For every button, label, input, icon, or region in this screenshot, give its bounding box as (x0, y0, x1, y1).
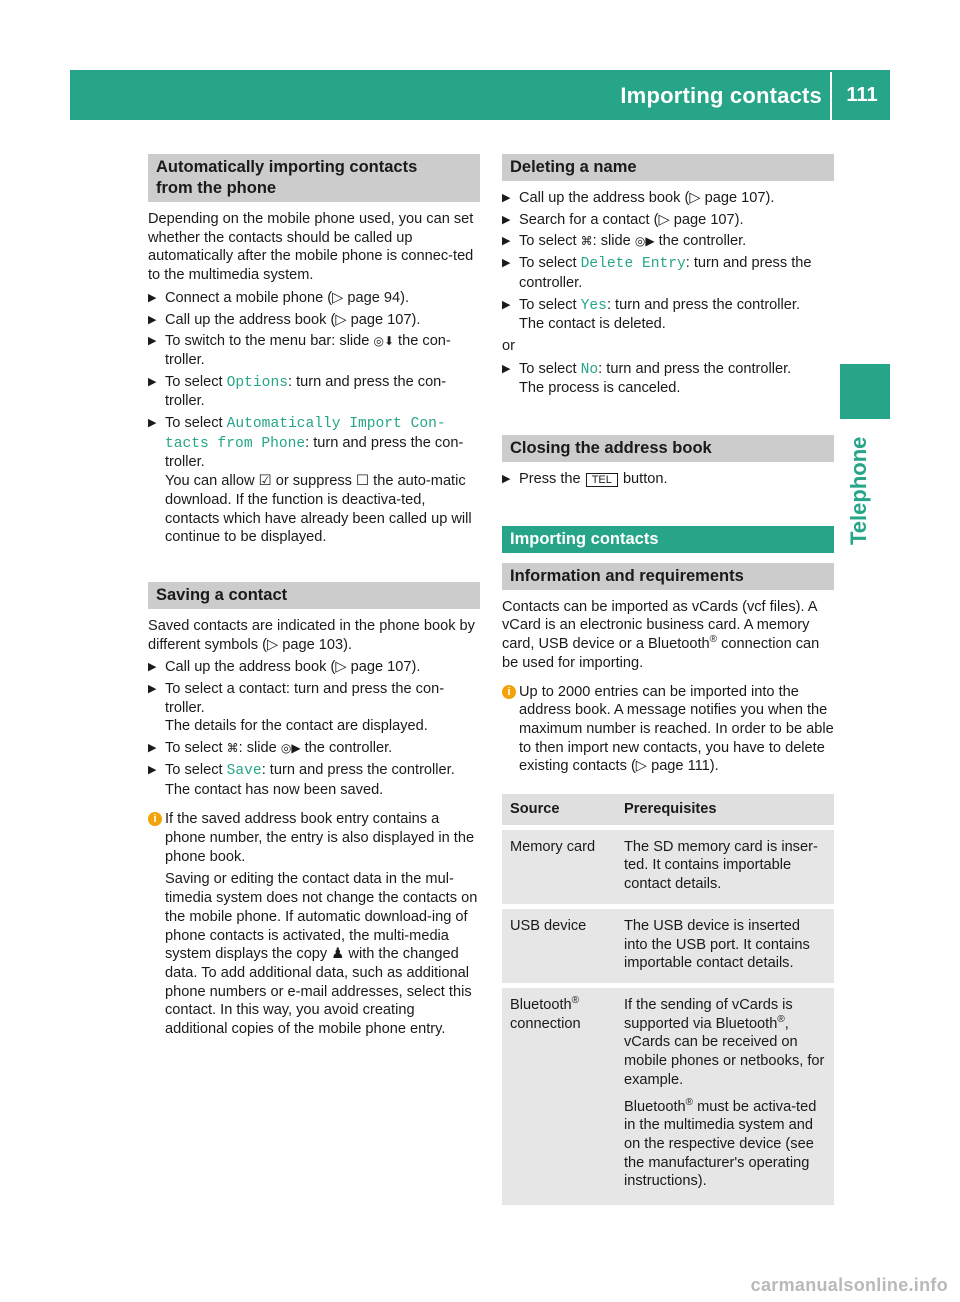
menu-term: Options (226, 374, 288, 391)
paragraph-or: or (502, 337, 515, 354)
paragraph (502, 598, 834, 673)
arrow-icon: ▶ (148, 683, 157, 696)
menu-term: Yes (580, 297, 607, 314)
cell-text: If the sending of vCards is supported via Bluetooth (624, 996, 793, 1032)
arrow-icon: ▶ (148, 417, 157, 430)
options-menu-icon: ⌘ (226, 741, 239, 756)
registered-mark: ® (777, 1013, 785, 1025)
menu-term: Save (226, 762, 262, 779)
registered-mark: ® (571, 995, 580, 1007)
column-header-source: Source (502, 794, 616, 825)
paragraph: Saved contacts are indicated in the phone book by different symbols (▷ page 103). (148, 617, 475, 653)
info-text: If the saved address book entry contains a phone number, the entry is also displayed in the phone book. (165, 811, 475, 865)
table-row (502, 983, 834, 1205)
arrow-icon: ▶ (148, 763, 157, 776)
arrow-icon: ▶ (502, 213, 511, 226)
options-menu-icon: ⌘ (580, 234, 593, 249)
info-text (165, 870, 480, 1038)
info-note (502, 683, 834, 777)
menu-term: Delete Entry (580, 256, 686, 273)
step-item (148, 414, 480, 547)
section-title-information-requirements: Information and requirements (502, 563, 834, 590)
spacer (148, 550, 480, 582)
controller-slide-right-icon: ◎▶ (634, 234, 655, 249)
step-text: : turn and press the con-troller. (165, 373, 447, 410)
arrow-icon: ▶ (148, 661, 157, 674)
step-text: To select (165, 415, 227, 432)
section-title-saving-contact: Saving a contact (148, 582, 480, 609)
paragraph: Depending on the mobile phone used, you can set whether the contacts should be called up automatically after the mobile phone is connec-ted to the multimedia system. (148, 211, 474, 284)
import-sources-table (502, 794, 834, 1205)
paragraph-part: connection can be used for importing. (502, 636, 820, 671)
step-item (502, 232, 834, 251)
table-cell-source: USB device (502, 904, 616, 983)
step-text: the auto-matic download. If the function is deactiva-ted, contacts which have already been called up will continue to be displayed. (165, 473, 472, 546)
spacer (502, 401, 834, 435)
watermark: carmanualsonline.info (750, 1275, 948, 1295)
arrow-icon: ▶ (148, 335, 157, 348)
table-cell-source (502, 983, 616, 1205)
page-header-title: Importing contacts (620, 83, 822, 108)
paragraph-part: Contacts can be imported as vCards (vcf files). A vCard is an electronic business card. A memory card, USB device or a Bluetooth (502, 598, 817, 653)
step-text: : slide (592, 233, 635, 250)
arrow-icon: ▶ (148, 291, 157, 304)
step-text: the con-troller. (165, 333, 451, 368)
step-item (502, 360, 834, 398)
chapter-title-importing-contacts: Importing contacts (502, 526, 834, 553)
controller-slide-right-icon: ◎▶ (280, 741, 301, 756)
step-item (502, 470, 834, 489)
checkbox-empty-icon: ☐ (356, 472, 370, 490)
cell-text: Bluetooth (624, 1098, 686, 1115)
page-number: 111 (846, 84, 878, 106)
info-text: Up to 2000 entries can be imported into the address book. A message notifies you when the maximum number is reached. In order to be able to then import new contacts, you have to delete existing contacts (▷ page 111). (519, 683, 834, 775)
step-text: The process is canceled. (519, 380, 681, 397)
step-text: To select (165, 761, 227, 778)
cell-text: , vCards can be received on mobile phones or netbooks, for example. (624, 1015, 825, 1088)
step-text: : turn and press the controller. (598, 360, 792, 377)
person-copy-icon: ♟ (331, 945, 345, 963)
step-text: Search for a contact (▷ page 107). (519, 211, 744, 228)
step-item (502, 189, 834, 208)
step-text: The contact has now been saved. (165, 781, 384, 798)
table-cell-prerequisite: The USB device is inserted into the USB port. It contains importable contact details. (616, 904, 834, 983)
arrow-icon: ▶ (502, 298, 511, 311)
step-item (148, 289, 480, 308)
step-item (148, 739, 480, 758)
arrow-icon: ▶ (148, 313, 157, 326)
table-row (502, 825, 834, 904)
info-icon: i (502, 685, 516, 699)
right-column (502, 154, 834, 1205)
step-item (148, 332, 480, 369)
section-title-line: Automatically importing contacts (156, 158, 418, 176)
table-cell-source: Memory card (502, 825, 616, 904)
cell-text: Bluetooth (510, 996, 572, 1013)
checkbox-checked-icon: ☑ (258, 472, 272, 490)
step-item (502, 211, 834, 230)
info-note (148, 810, 480, 1038)
arrow-icon: ▶ (148, 375, 157, 388)
side-tab-label: Telephone (846, 436, 871, 545)
step-text: Call up the address book (▷ page 107). (165, 311, 421, 328)
table-cell-prerequisite: The SD memory card is inser-ted. It contains importable contact details. (616, 825, 834, 904)
step-text: To select (519, 255, 581, 272)
menu-term: Automatically Import Con‐ tacts from Phone (165, 416, 446, 452)
step-item (148, 761, 480, 799)
table-row (502, 904, 834, 983)
arrow-icon: ▶ (502, 192, 511, 204)
step-text: The contact is deleted. (519, 316, 666, 333)
step-text: : turn and press the controller. (261, 761, 455, 778)
step-text: the controller. (300, 740, 393, 757)
arrow-icon: ▶ (502, 235, 511, 248)
step-text: : turn and press the controller. (606, 296, 801, 313)
column-header-prerequisites: Prerequisites (616, 794, 834, 825)
info-text-part: Saving or editing the contact data in the mul-timedia system does not change the contacts on the mobile phone. If automatic download-ing of phone contacts is activated, the multi-media system displays the copy (165, 871, 478, 963)
step-text: Connect a mobile phone (▷ page 94). (165, 289, 410, 306)
step-item (148, 311, 480, 330)
step-text: To select (519, 233, 581, 250)
tel-button-key: TEL (586, 473, 618, 487)
registered-mark: ® (685, 1096, 694, 1108)
menu-term: No (580, 361, 599, 378)
spacer (502, 492, 834, 526)
section-title-line: from the phone (156, 179, 277, 197)
cell-text: must be activa-ted in the multimedia system and on the respective device (see the manufacturer's operating instructions). (624, 1098, 817, 1190)
step-item (148, 658, 480, 677)
step-text: The details for the contact are displayed. (165, 718, 428, 735)
step-text: or suppress (271, 473, 357, 490)
header-divider (830, 72, 832, 120)
step-text: the controller. (654, 233, 747, 250)
step-text: Call up the address book (▷ page 107). (519, 190, 775, 206)
cell-text: connection (510, 1015, 581, 1032)
arrow-icon: ▶ (502, 257, 511, 270)
page-header-bar (70, 70, 890, 120)
step-item (502, 296, 834, 334)
step-text: : turn and press the con-troller. (165, 434, 464, 471)
registered-mark: ® (709, 634, 718, 646)
step-text: Call up the address book (▷ page 107). (165, 659, 421, 676)
controller-slide-down-icon: ◎⬇ (373, 334, 394, 349)
step-text: To select (519, 296, 581, 313)
step-text: button. (618, 471, 668, 488)
section-title-deleting-name: Deleting a name (502, 154, 834, 181)
arrow-icon: ▶ (502, 473, 511, 486)
step-text: To select (519, 360, 581, 377)
step-item (148, 680, 480, 736)
side-tab-marker (840, 364, 890, 419)
step-item (502, 254, 834, 292)
step-item (148, 373, 480, 411)
step-text: You can allow (165, 473, 259, 490)
step-text: To select a contact: turn and press the con-troller. (165, 681, 445, 716)
step-text: To switch to the menu bar: slide (165, 333, 374, 350)
step-text: : slide (238, 740, 281, 757)
section-title-auto-import (148, 154, 480, 202)
step-text: Press the (519, 471, 585, 488)
section-title-closing-address-book: Closing the address book (502, 435, 834, 462)
info-text-part: with the changed data. To add additional data, such as additional phone numbers or e-mail addresses, select this contact. In this way, you avoid creating additional copies of the mobile phone entry. (165, 946, 472, 1038)
arrow-icon: ▶ (502, 362, 511, 375)
table-cell-prerequisite (616, 983, 834, 1205)
left-column (148, 154, 480, 1043)
info-icon: i (148, 812, 162, 826)
step-text: : turn and press the controller. (519, 255, 812, 291)
table-header-row (502, 794, 834, 825)
step-text: To select (165, 373, 227, 390)
arrow-icon: ▶ (148, 742, 157, 755)
step-text: To select (165, 740, 227, 757)
